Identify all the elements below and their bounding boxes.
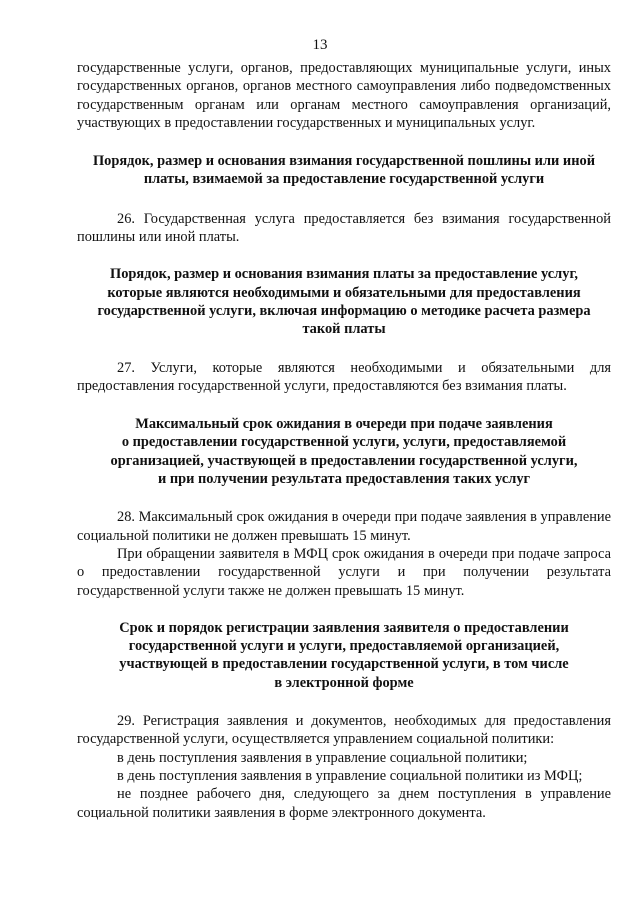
paragraph-28: 28. Максимальный срок ожидания в очереди при подаче заявления в управление социальной политики не должен превышать 15 минут. <box>77 509 611 544</box>
list-item: в день поступления заявления в управление социальной политики из МФЦ; <box>117 767 583 784</box>
heading-line: такой платы <box>302 321 386 338</box>
paragraph-28-mfc: При обращении заявителя в МФЦ срок ожидания в очереди при подаче запроса о предоставлении государственной услуги и при получении результата государственной услуги также не должен превышать 15 минут. <box>77 545 611 599</box>
heading-line: Срок и порядок регистрации заявления заявителя о предоставлении <box>119 619 569 636</box>
page-number: 13 <box>312 37 328 53</box>
heading-line: Порядок, размер и основания взимания государственной пошлины или иной <box>92 153 596 170</box>
heading-line: организацией, участвующей в предоставлении государственной услуги, <box>110 452 578 469</box>
heading-line: Порядок, размер и основания взимания платы за предоставление услуг, <box>110 266 578 283</box>
page-content <box>77 59 611 822</box>
section-heading-payment <box>77 265 611 338</box>
heading-line: о предоставлении государственной услуги, услуги, предоставляемой <box>121 434 567 451</box>
paragraph-27: 27. Услуги, которые являются необходимыми и обязательными для предоставления государственной услуги, предоставляются без взимания платы. <box>77 359 611 394</box>
list-item: в день поступления заявления в управление социальной политики; <box>117 749 528 766</box>
heading-line: платы, взимаемой за предоставление государственной услуги <box>143 171 545 188</box>
heading-line: и при получении результата предоставления таких услуг <box>157 471 531 488</box>
paragraph-29: 29. Регистрация заявления и документов, необходимых для предоставления государственной услуги, осуществляется управлением социальной политики: <box>77 713 611 748</box>
heading-line: государственной услуги и услуги, предоставляемой организацией, <box>128 638 560 655</box>
heading-line: которые являются необходимыми и обязательными для предоставления <box>107 284 581 301</box>
heading-line: Максимальный срок ожидания в очереди при подаче заявления <box>135 416 553 433</box>
heading-line: государственной услуги, включая информацию о методике расчета размера <box>97 302 591 319</box>
section-heading-registration <box>77 619 611 692</box>
heading-line: участвующей в предоставлении государственной услуги, в том числе <box>119 656 569 673</box>
section-heading-fee <box>77 152 611 189</box>
list-item: не позднее рабочего дня, следующего за днем поступления в управление социальной политики заявления в форме электронного документа. <box>77 786 611 821</box>
intro-paragraph: государственные услуги, органов, предоставляющих муниципальные услуги, иных государственных органов, органов местного самоуправления либо подведомственных государственным органам или органам местного самоуправления организаций, участвующих в предоставлении государственных и муниципальных услуг. <box>77 60 611 131</box>
heading-line: в электронной форме <box>274 674 414 691</box>
section-heading-queue <box>77 415 611 488</box>
paragraph-26: 26. Государственная услуга предоставляется без взимания государственной пошлины или иной платы. <box>77 210 611 246</box>
